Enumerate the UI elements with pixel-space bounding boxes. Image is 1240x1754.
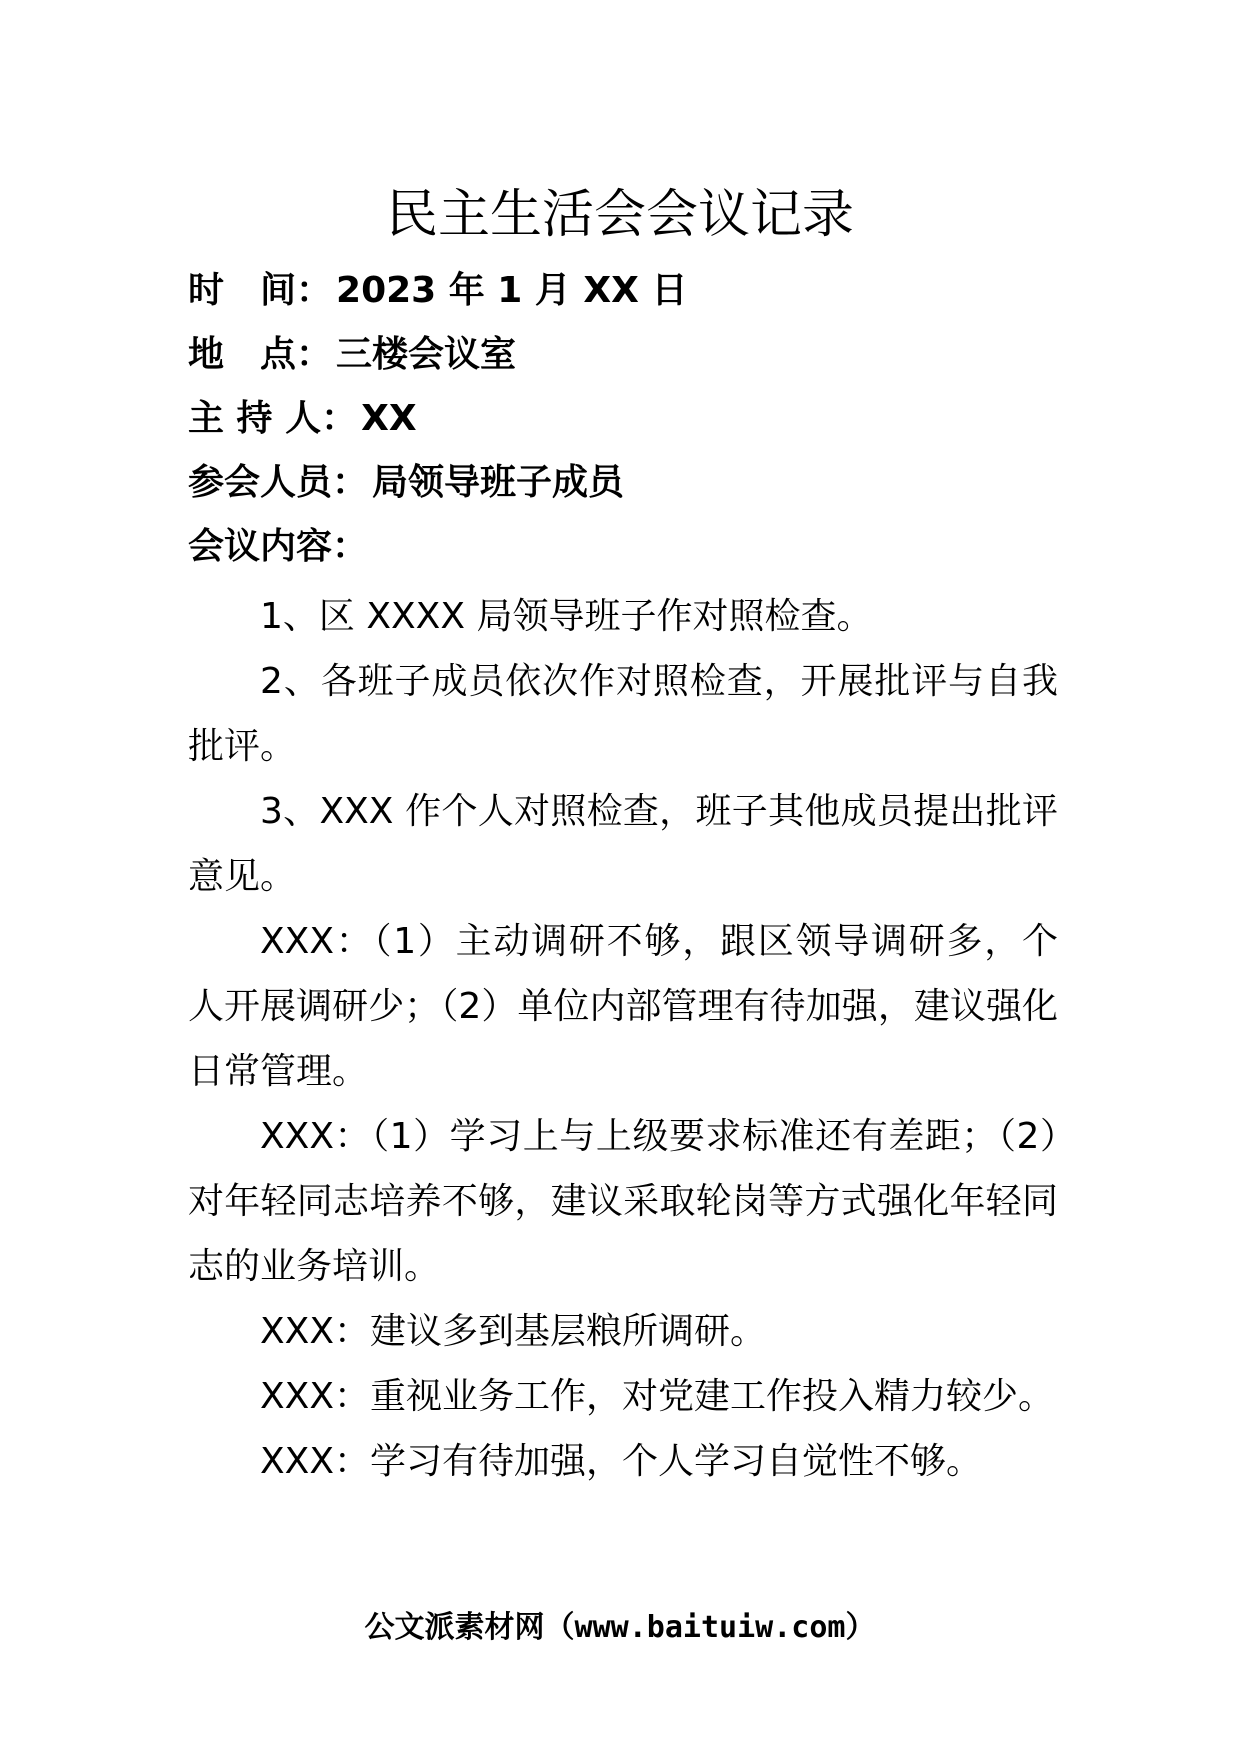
host-label: 主 持 人 bbox=[188, 398, 322, 439]
attendees-value: 局领导班子成员 bbox=[372, 462, 625, 503]
meeting-time: 时 间： 2023 年 1 月 XX 日 bbox=[188, 266, 687, 316]
content-paragraph: XXX：（1）学习上与上级要求标准还有差距；（2）对年轻同志培养不够，建议采取轮岗等方式强化年轻同志的业务培训。 bbox=[188, 1116, 1058, 1287]
meeting-content-heading: 会议内容： bbox=[188, 522, 372, 572]
content-paragraph: 1、区 XXXX 局领导班子作对照检查。 bbox=[260, 596, 873, 637]
host-value: XX bbox=[361, 398, 417, 439]
content-paragraph: XXX：建议多到基层粮所调研。 bbox=[260, 1311, 766, 1352]
attendees-label: 参会人员 bbox=[188, 462, 333, 503]
place-label: 地 点 bbox=[188, 334, 297, 375]
meeting-place: 地 点： 三楼会议室 bbox=[188, 330, 516, 380]
time-label: 时 间 bbox=[188, 270, 297, 311]
footer-source: 公文派素材网（www.baituiw.com） bbox=[364, 1610, 876, 1645]
content-paragraph: XXX：学习有待加强，个人学习自觉性不够。 bbox=[260, 1441, 982, 1482]
meeting-content-body bbox=[188, 584, 1058, 1494]
content-paragraph: XXX：（1）主动调研不够，跟区领导调研多，个人开展调研少；（2）单位内部管理有待加强，建议强化日常管理。 bbox=[188, 921, 1058, 1092]
place-value: 三楼会议室 bbox=[336, 334, 517, 375]
content-label: 会议内容 bbox=[188, 526, 333, 567]
content-paragraph: 3、XXX 作个人对照检查，班子其他成员提出批评意见。 bbox=[188, 791, 1058, 897]
time-value: 2023 年 1 月 XX 日 bbox=[336, 270, 688, 311]
meeting-host: 主 持 人： XX bbox=[188, 394, 417, 444]
content-paragraph: 2、各班子成员依次作对照检查，开展批评与自我批评。 bbox=[188, 661, 1058, 767]
content-paragraph: XXX：重视业务工作，对党建工作投入精力较少。 bbox=[260, 1376, 1054, 1417]
meeting-attendees: 参会人员： 局领导班子成员 bbox=[188, 458, 624, 508]
page-title: 民主生活会会议记录 bbox=[385, 185, 854, 245]
